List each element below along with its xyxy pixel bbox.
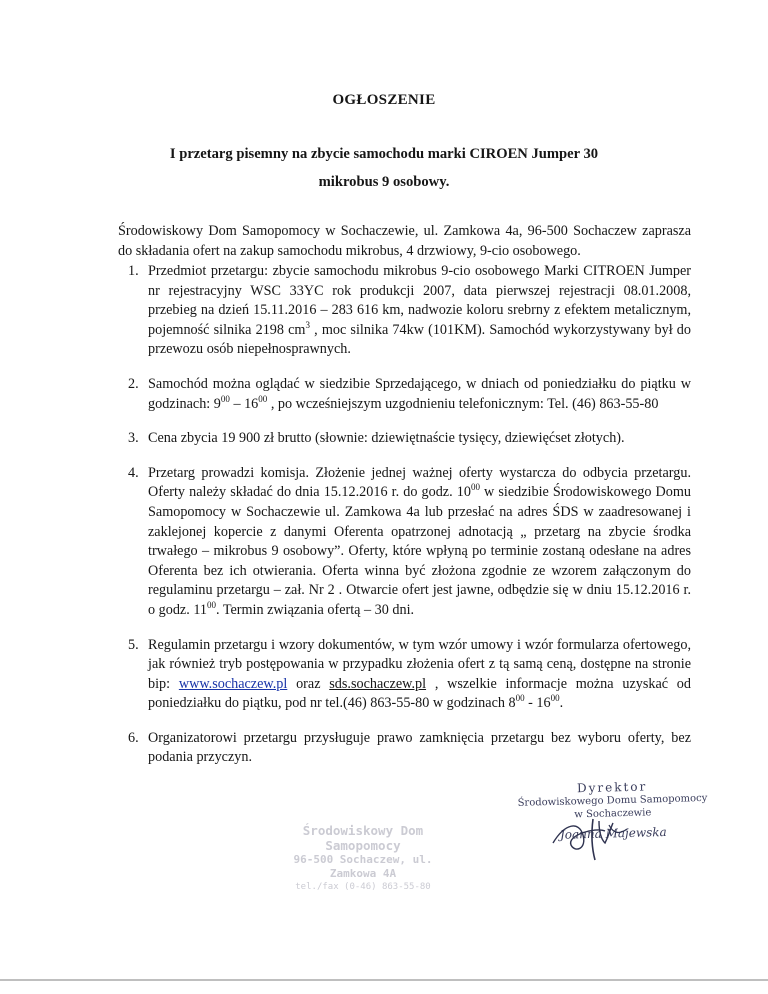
document-subtitle-line-1: I przetarg pisemny na zbycie samochodu marki CIROEN Jumper 30: [169, 146, 599, 162]
list-item: [110, 729, 691, 768]
director-name: Joanna Majewska: [559, 824, 667, 842]
bip-link[interactable]: www.sochaczew.pl: [178, 675, 288, 692]
item-text: Przedmiot przetargu: zbycie samochodu mikrobus 9-cio osobowego Marki CITROEN Jumper nr rejestracyjny WSC 33YC rok produkcji 2007, data pierwszej rejestracji 08.01.2008, przebieg na dzień 15.11.2016 – 283 616 km, nadwozie koloru srebrny z efektem metalicznym, pojemność silnika 2198 $cm^3$ , moc silnika 74kw (101KM). Samochód wykorzystywany był do przewozu osób niepełnosprawnych.: [148, 263, 691, 358]
item-text: Organizatorowi przetargu przysługuje prawo zamknięcia przetargu bez wyboru oferty, bez podania przyczyn.: [148, 729, 691, 766]
sds-link[interactable]: sds.sochaczew.pl: [329, 675, 427, 692]
director-institution-city: w Sochaczewie: [574, 807, 652, 821]
list-item: [110, 636, 691, 714]
director-title: Dyrektor: [576, 779, 648, 796]
handwritten-signature-icon: [535, 805, 645, 865]
item-number: 6.: [128, 729, 139, 746]
list-item: [110, 429, 691, 449]
item-text: Cena zbycia 19 900 zł brutto (słownie: dziewiętnaście tysięcy, dziewięćset złotych).: [148, 430, 625, 447]
document-title: OGŁOSZENIE: [332, 92, 436, 108]
item-number: 2.: [128, 375, 139, 392]
item-text: Regulamin przetargu i wzory dokumentów, w tym wzór umowy i wzór formularza ofertowego, jak również tryb postępowania w przypadku złożenia ofert z tą samą ceną, dostępne na stronie bip: www.sochaczew.pl oraz sds.sochaczew.pl , wszelkie informacje można uzyskać od poniedziałku do piątku, pod nr tel.(46) 863-55-80 w godzinach $8^{00} - 16^{00}$.: [148, 636, 691, 712]
stamp-line-1: Środowiskowy Dom Samopomocy: [302, 823, 424, 853]
director-institution: Środowiskowego Domu Samopomocy: [517, 792, 708, 809]
item-text: Przetarg prowadzi komisja. Złożenie jednej ważnej oferty wystarcza do odbycia przetargu. Oferty należy składać do dnia 15.12.2016 r. do godz. $10^{00}$ w siedzibie Środowiskowego Domu Samopomocy w Sochaczewie ul. Zamkowa 4a lub przesłać na adres ŚDS w zaadresowanej i zaklejonej kopercie z danymi Oferenta opatrzonej adnotacją „ przetarg na zbycie środka trwałego – mikrobus 9 osobowy”. Oferty, które wpłyną po terminie zostaną odesłane na adres Oferenta bez ich otwierania. Oferta winna być złożona zgodnie ze wzorem załączonym do regulaminu przetargu – zał. Nr 2 . Otwarcie ofert jest jawne, odbędzie się w dniu 15.12.2016 r. o godz. $11^{00}$. Termin związania ofertą – 30 dni.: [148, 464, 691, 618]
intro-paragraph: Środowiskowy Dom Samopomocy w Sochaczewie, ul. Zamkowa 4a, 96-500 Sochaczew zaprasza do składania ofert na zakup samochodu mikrobus, 4 drzwiowy, 9-cio osobowego.: [118, 223, 691, 259]
list-item: [110, 375, 691, 414]
item-number: 1.: [128, 263, 139, 279]
announcement-items-list: [110, 262, 691, 783]
stamp-line-3: tel./fax (0-46) 863-55-80: [295, 882, 431, 892]
list-item: [110, 464, 691, 621]
item-number: 4.: [128, 464, 139, 481]
document-subtitle-line-2: mikrobus 9 osobowy.: [318, 174, 450, 190]
item-number: 5.: [128, 636, 139, 653]
item-text: Samochód można oglądać w siedzibie Sprzedającego, w dniach od poniedziałku do piątku w godzinach: $9^{00} - 16^{00}$ , po wcześniejszym uzgodnieniu telefonicznym: Tel. (46) 863-55-80: [148, 375, 691, 412]
list-item: [110, 262, 691, 360]
institution-stamp: [278, 823, 448, 894]
page-bottom-rule: [0, 979, 768, 981]
item-number: 3.: [128, 430, 139, 447]
stamp-line-2: 96-500 Sochaczew, ul. Zamkowa 4A: [293, 853, 433, 880]
